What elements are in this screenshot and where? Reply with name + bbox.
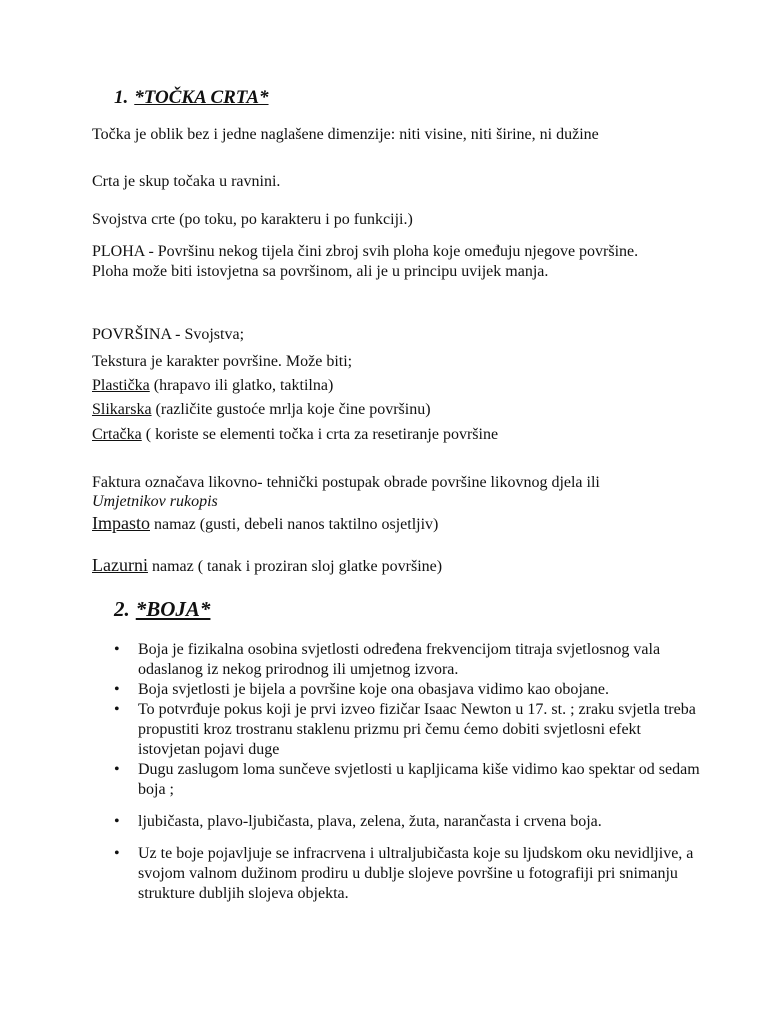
texture-type-term: Slikarska <box>92 401 152 418</box>
tekstura-paragraph: Tekstura je karakter površine. Može biti; <box>92 353 353 370</box>
section-1-number: 1. <box>114 87 129 108</box>
boja-bullet-list <box>114 640 704 904</box>
section-1-title: *TOČKA CRTA* <box>134 87 269 108</box>
impasto-desc: namaz (gusti, debeli nanos taktilno osjetljiv) <box>150 516 439 533</box>
texture-type-plasticka <box>92 376 698 396</box>
impasto-line <box>92 513 698 535</box>
section-2-number: 2. <box>114 597 130 621</box>
section-1-heading <box>114 86 269 110</box>
list-item: • Dugu zaslugom loma sunčeve svjetlosti u kapljicama kiše vidimo kao spektar od sedam boja ; <box>114 760 704 800</box>
tocka-paragraph: Točka je oblik bez i jedne naglašene dimenzije: niti visine, niti širine, ni dužine <box>92 126 599 143</box>
list-item: • Uz te boje pojavljuje se infracrvena i ultraljubičasta koje su ljudskom oku nevidljive, a svojom valnom dužinom prodiru u dublje slojeve površine u fotografiji pri snimanju strukture dubljih slojeva objekta. <box>114 844 704 904</box>
umjetnikov-rukopis: Umjetnikov rukopis <box>92 493 218 510</box>
texture-type-desc: (različite gustoće mrlja koje čine površinu) <box>151 401 431 418</box>
texture-type-term: Plastička <box>92 377 150 394</box>
texture-type-term: Crtačka <box>92 426 142 443</box>
svojstva-crte-paragraph: Svojstva crte (po toku, po karakteru i po funkciji.) <box>92 211 413 228</box>
list-item: • To potvrđuje pokus koji je prvi izveo fizičar Isaac Newton u 17. st. ; zraku svjetla treba propustiti kroz trostranu staklenu prizmu pri čemu ćemo dobiti svjetlosni efekt istovjetan pojavi duge <box>114 700 704 760</box>
impasto-term: Impasto <box>92 513 150 533</box>
section-2-title: *BOJA* <box>135 597 211 621</box>
texture-type-desc: (hrapavo ili glatko, taktilna) <box>149 377 334 394</box>
povrsina-paragraph: POVRŠINA - Svojstva; <box>92 326 245 343</box>
section-2-heading <box>114 596 210 622</box>
faktura-paragraph: Faktura označava likovno- tehnički postupak obrade površine likovnog djela ili <box>92 474 600 491</box>
texture-type-crtacka <box>92 425 698 445</box>
texture-type-slikarska <box>92 400 698 420</box>
list-item: • Boja je fizikalna osobina svjetlosti određena frekvencijom titraja svjetlosnog vala odaslanog iz nekog prirodnog ili umjetnog izvora. <box>114 640 704 680</box>
texture-type-desc: ( koriste se elementi točka i crta za resetiranje površine <box>141 426 499 443</box>
lazurni-term: Lazurni <box>92 555 148 575</box>
list-item: • ljubičasta, plavo-ljubičasta, plava, zelena, žuta, narančasta i crvena boja. <box>114 812 704 832</box>
ploha-paragraph: PLOHA - Površinu nekog tijela čini zbroj svih ploha koje omeđuju njegove površine. Ploha može biti istovjetna sa površinom, ali je u principu uvijek manja. <box>92 243 639 280</box>
crta-paragraph: Crta je skup točaka u ravnini. <box>92 173 281 190</box>
lazurni-line <box>92 555 698 577</box>
list-item: • Boja svjetlosti je bijela a površine koje ona obasjava vidimo kao obojane. <box>114 680 704 700</box>
lazurni-desc: namaz ( tanak i proziran sloj glatke površine) <box>147 558 443 575</box>
